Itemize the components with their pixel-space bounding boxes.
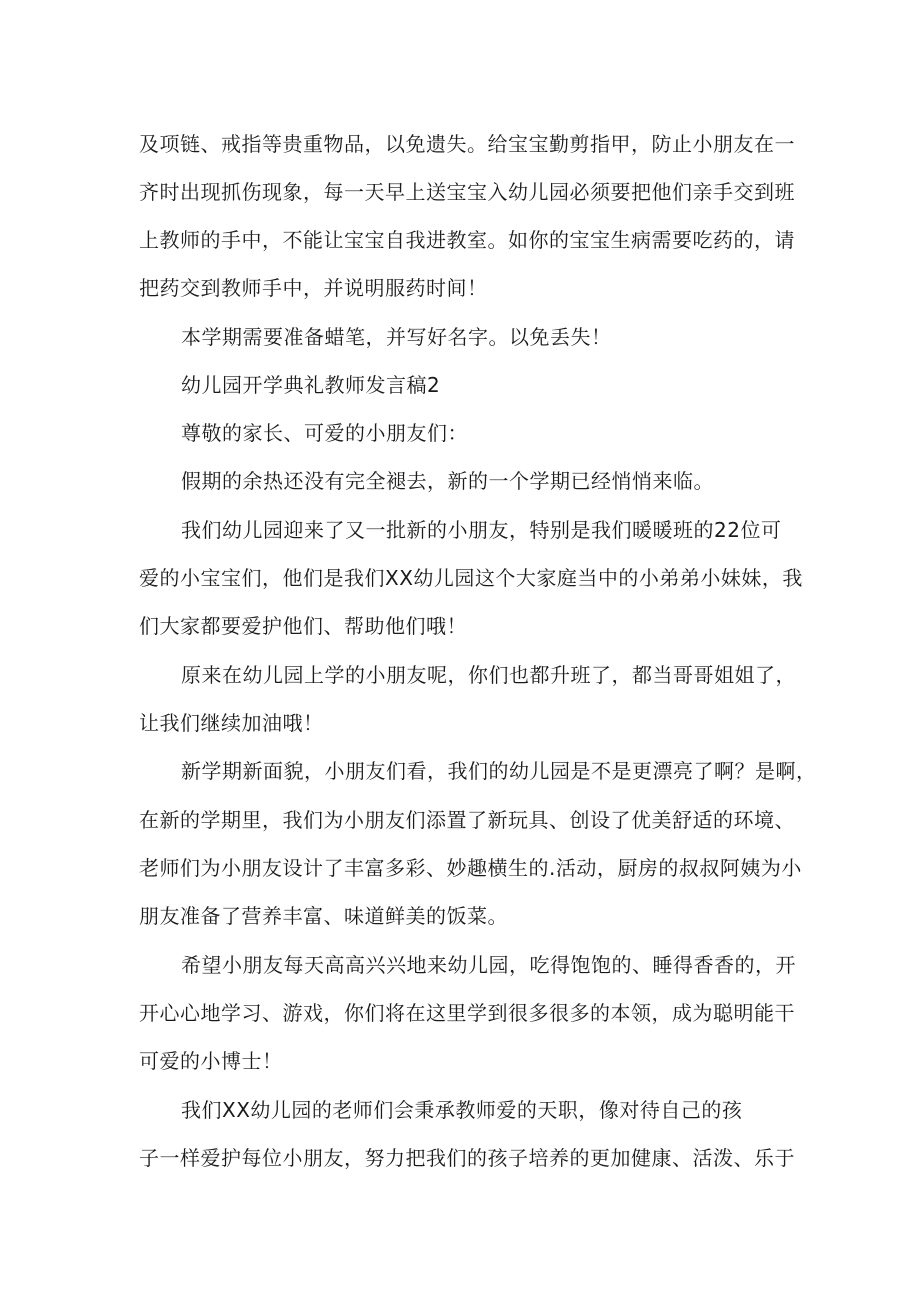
salutation: 尊敬的家长、可爱的小朋友们： bbox=[181, 421, 468, 445]
text-line: 我们幼儿园迎来了又一批新的小朋友，特别是我们暖暖班的22位可 bbox=[181, 518, 782, 542]
text-line: 老师们为小朋友设计了丰富多彩、妙趣横生的.活动，厨房的叔叔阿姨为小 bbox=[139, 856, 802, 880]
text-line: 朋友准备了营养丰富、味道鲜美的饭菜。 bbox=[139, 904, 508, 928]
section-heading: 幼儿园开学典礼教师发言稿2 bbox=[181, 373, 441, 397]
text-line: 子一样爱护每位小朋友，努力把我们的孩子培养的更加健康、活泼、乐于 bbox=[139, 1146, 795, 1170]
text-line: 在新的学期里，我们为小朋友们添置了新玩具、创设了优美舒适的环境、 bbox=[139, 808, 795, 832]
text-line: 把药交到教师手中，并说明服药时间！ bbox=[139, 276, 488, 300]
text-line: 及项链、戒指等贵重物品，以免遗失。给宝宝勤剪指甲，防止小朋友在一 bbox=[139, 132, 795, 156]
text-line: 原来在幼儿园上学的小朋友呢，你们也都升班了，都当哥哥姐姐了， bbox=[181, 663, 796, 687]
text-line: 本学期需要准备蜡笔，并写好名字。以免丢失！ bbox=[181, 325, 612, 349]
text-line: 可爱的小博士！ bbox=[139, 1049, 283, 1073]
text-line: 们大家都要爱护他们、帮助他们哦！ bbox=[139, 614, 467, 638]
text-line: 新学期新面貌，小朋友们看，我们的幼儿园是不是更漂亮了啊？是啊， bbox=[181, 759, 817, 783]
text-line: 假期的余热还没有完全褪去，新的一个学期已经悄悄来临。 bbox=[181, 469, 714, 493]
text-line: 爱的小宝宝们，他们是我们XX幼儿园这个大家庭当中的小弟弟小妹妹，我 bbox=[139, 566, 803, 590]
text-line: 齐时出现抓伤现象，每一天早上送宝宝入幼儿园必须要把他们亲手交到班 bbox=[139, 180, 795, 204]
text-line: 我们XX幼儿园的老师们会秉承教师爱的天职，像对待自己的孩 bbox=[181, 1098, 743, 1122]
text-line: 希望小朋友每天高高兴兴地来幼儿园，吃得饱饱的、睡得香香的，开 bbox=[181, 953, 796, 977]
text-line: 开心心地学习、游戏，你们将在这里学到很多很多的本领，成为聪明能干 bbox=[139, 1001, 795, 1025]
text-line: 让我们继续加油哦！ bbox=[139, 711, 324, 735]
text-line: 上教师的手中，不能让宝宝自我进教室。如你的宝宝生病需要吃药的，请 bbox=[139, 228, 795, 252]
